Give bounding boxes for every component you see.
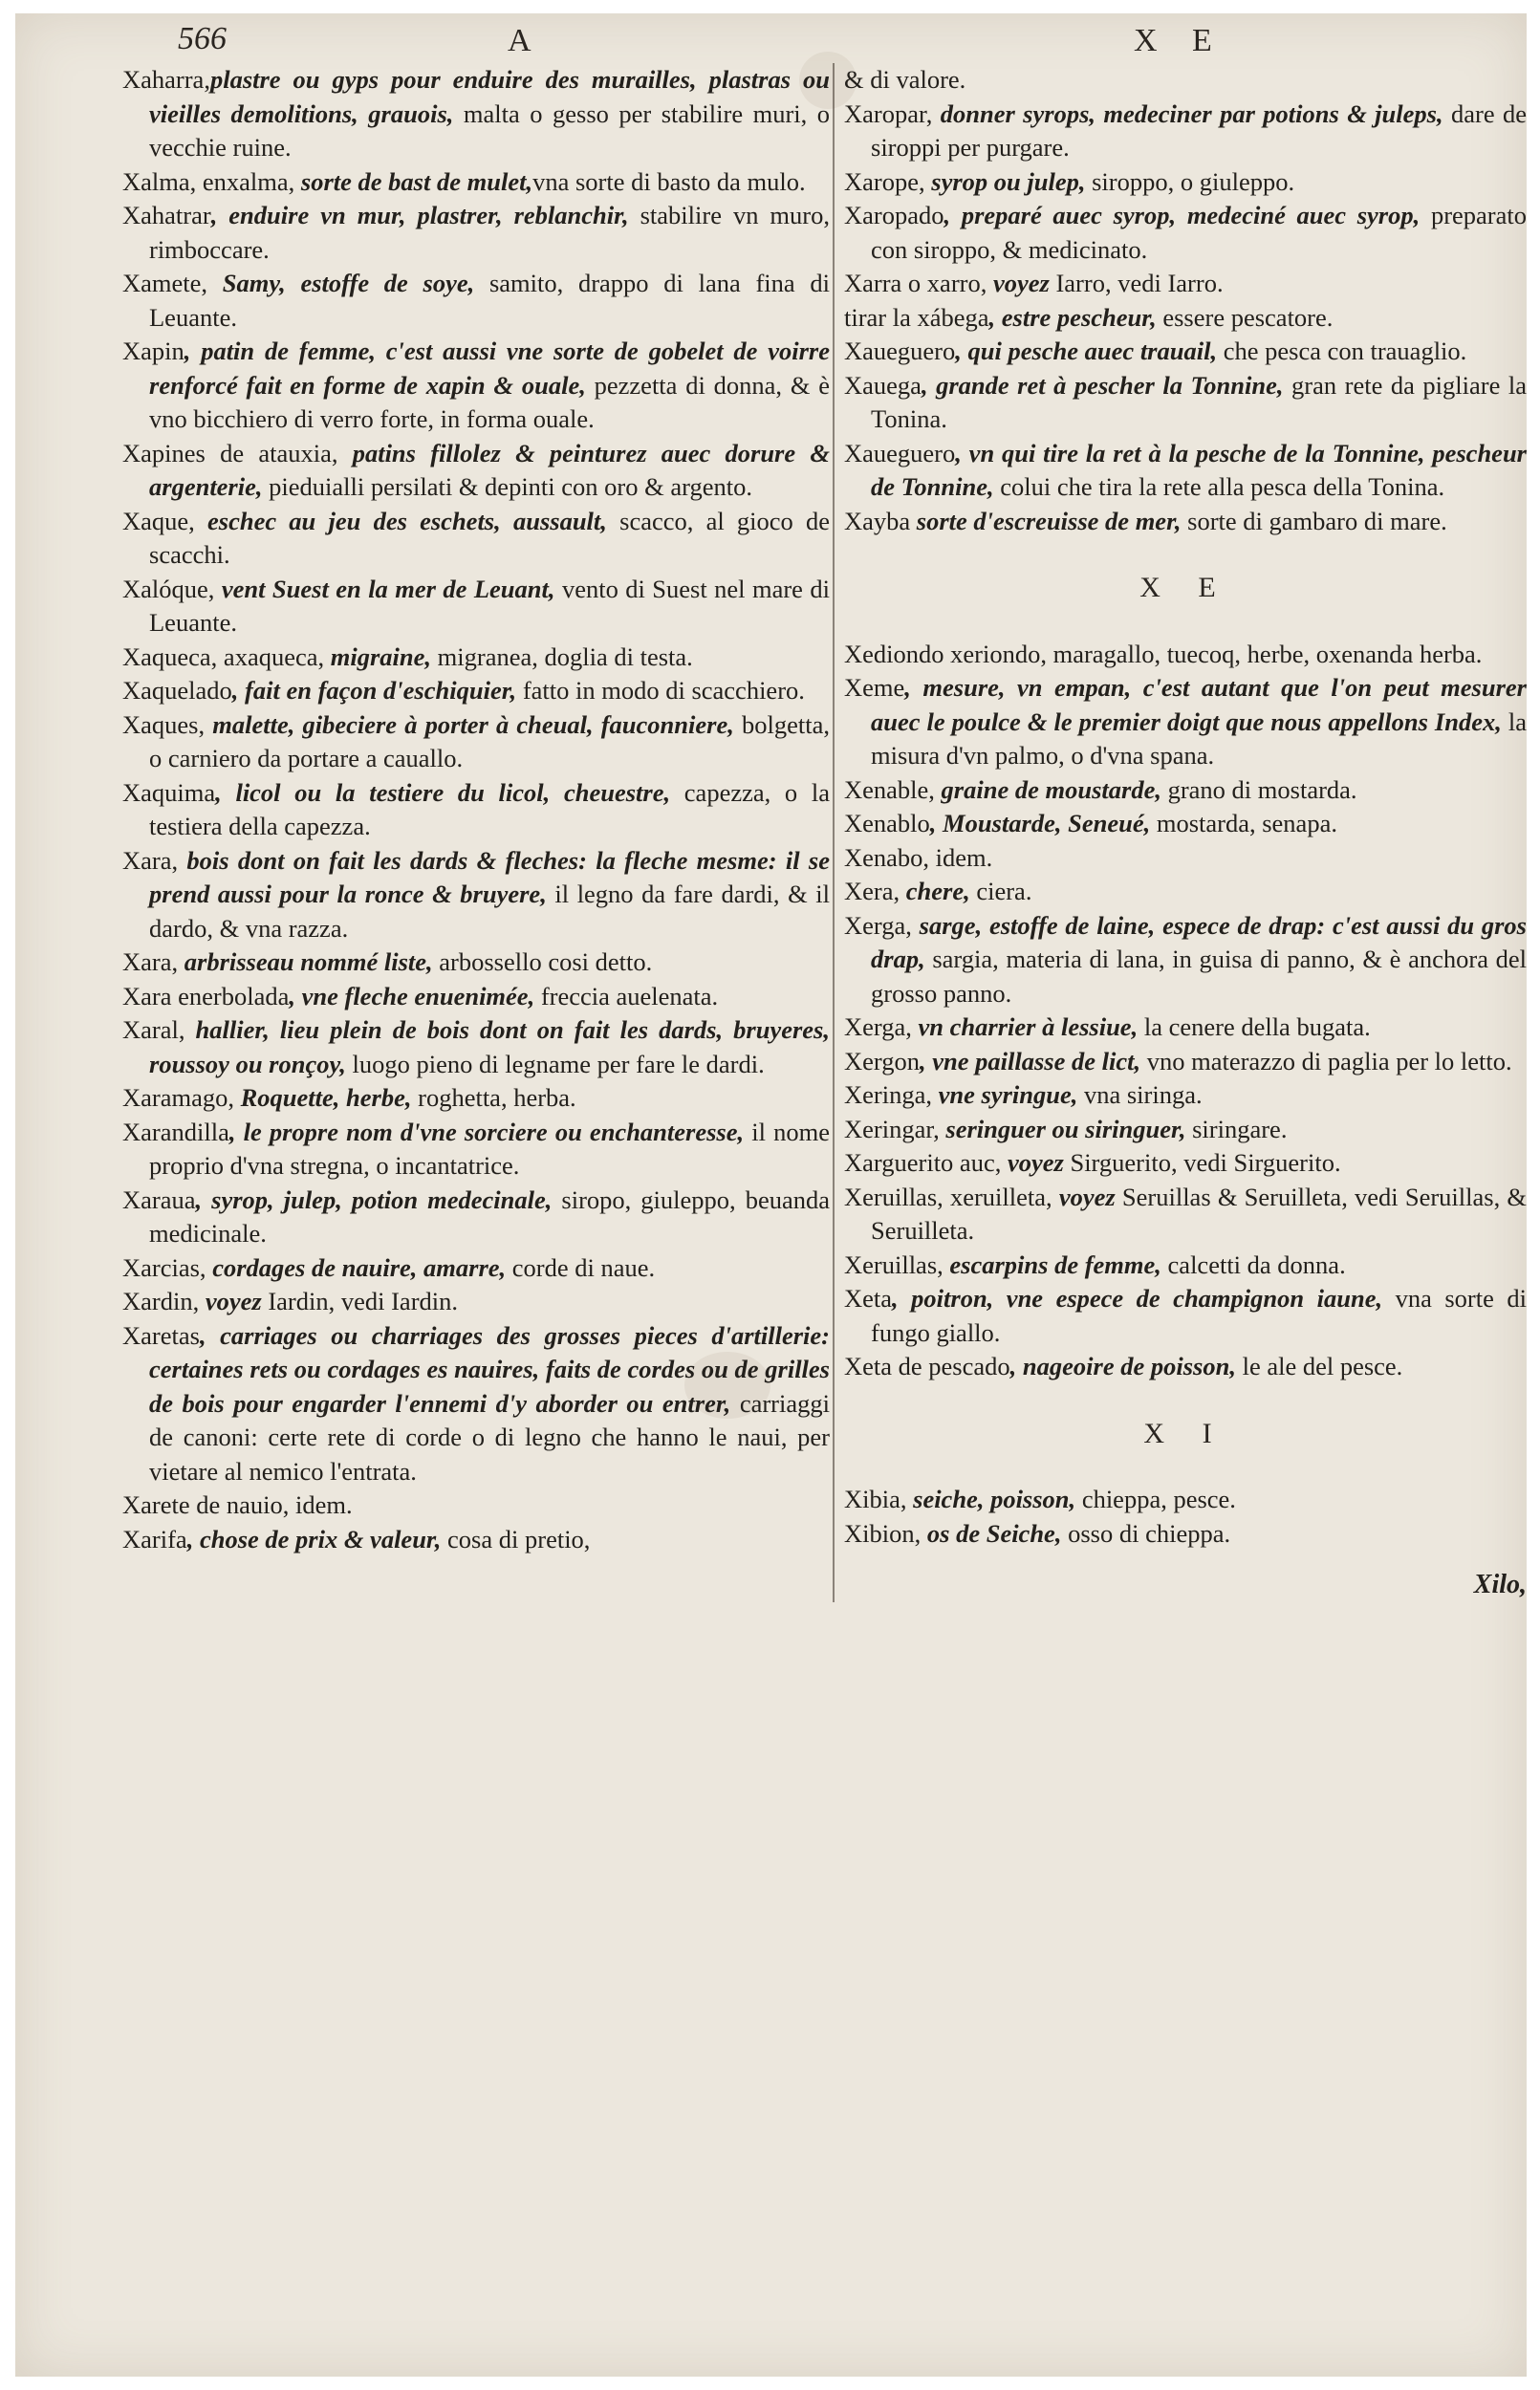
headword: Xera, (844, 877, 900, 905)
italian-gloss: samito, drappo di lana fina di Leuante. (149, 269, 830, 332)
italian-gloss: mostarda, senapa. (1150, 809, 1337, 837)
headword: Xergon (844, 1046, 920, 1076)
italian-gloss: cosa di pretio, (441, 1524, 591, 1554)
dictionary-entry (122, 1116, 830, 1184)
french-gloss: cordages de nauire, amarre, (206, 1252, 507, 1282)
dictionary-entry (122, 641, 830, 675)
italian-gloss: vento di Suest nel mare di Leuante. (149, 574, 830, 637)
section-heading-xi: X I (1143, 1417, 1227, 1449)
headword: Xarguerito auc, (844, 1148, 1002, 1177)
french-gloss: malette, gibeciere à porter à cheual, fauconniere, (205, 709, 734, 739)
italian-gloss: la cenere della bugata. (1138, 1012, 1371, 1041)
dictionary-page (15, 13, 1527, 2377)
headword: Xaharra, (122, 65, 210, 94)
italian-gloss: migranea, doglia di testa. (431, 641, 693, 671)
dictionary-entry (844, 437, 1527, 505)
dictionary-entry (122, 1013, 830, 1081)
french-gloss: donner syrops, medeciner par potions & juleps, (932, 98, 1443, 128)
dictionary-entry (844, 1146, 1527, 1181)
italian-gloss: Iardin, vedi Iardin. (261, 1287, 459, 1315)
french-gloss: graine de moustarde, (934, 774, 1161, 804)
french-gloss: os de Seiche, (921, 1518, 1062, 1548)
dictionary-entry (844, 875, 1527, 909)
dictionary-entry (844, 267, 1527, 301)
dictionary-entry (844, 1350, 1527, 1384)
headword: Xapin (122, 337, 184, 365)
dictionary-entry (122, 1251, 830, 1286)
dictionary-entry (844, 63, 1527, 98)
french-gloss: plastre ou gyps pour enduire des murailles, plastras ou vieilles demolitions, grauois, (149, 65, 830, 128)
french-gloss: , nageoire de poisson, (1009, 1352, 1236, 1380)
french-gloss: eschec au jeu des eschets, aussault, (194, 506, 607, 535)
french-gloss: vent Suest en la mer de Leuant, (214, 574, 555, 603)
dictionary-entry (844, 1181, 1527, 1249)
french-gloss: voyez (1001, 1148, 1064, 1177)
headword: Xaropado (844, 201, 944, 229)
french-gloss: , licol ou la testiere du licol, cheuestre, (215, 777, 671, 807)
french-gloss: sorte de bast de mulet, (294, 166, 533, 196)
headword: Xarandilla (122, 1117, 229, 1146)
headword: Xarifa (122, 1524, 187, 1554)
headword: Xediondo xeriondo, (844, 639, 1047, 668)
italian-gloss: gran rete da pigliare la Tonina. (871, 370, 1528, 433)
dictionary-entry (844, 909, 1527, 1011)
italian-gloss: freccia auelenata. (534, 981, 719, 1010)
french-gloss: hallier, lieu plein de bois dont on fait les dards, bruyeres, roussoy ou ronçoy, (149, 1015, 830, 1078)
headword: Xenablo (844, 809, 930, 837)
french-gloss: , enduire vn mur, plastrer, reblanchir, (210, 201, 629, 229)
headword: Xibion, (844, 1518, 922, 1548)
italian-gloss: grano di mostarda. (1160, 774, 1357, 804)
running-head (15, 19, 1527, 67)
italian-gloss: dare de siroppi per purgare. (871, 98, 1527, 162)
italian-gloss: vna siringa. (1077, 1080, 1203, 1109)
italian-gloss: Seruillas & Seruilleta, vedi Seruillas, & Seruilleta. (871, 1182, 1527, 1245)
headword: Xaueguero (844, 337, 956, 365)
headword: Xeruillas, xeruilleta, (844, 1182, 1052, 1211)
dictionary-entry (844, 807, 1527, 841)
headword: Xaquima (122, 777, 216, 807)
italian-gloss: malta o gesso per stabilire muri, o vecchie ruine. (149, 98, 831, 162)
french-gloss: syrop ou julep, (924, 166, 1086, 196)
headword: Xaropar, (844, 98, 933, 128)
italian-gloss: corde di naue. (506, 1252, 656, 1282)
italian-gloss: chieppa, pesce. (1075, 1485, 1236, 1513)
italian-gloss: roghetta, herba. (411, 1083, 576, 1112)
french-gloss: voyez (199, 1287, 262, 1315)
headword: Xarope, (844, 166, 925, 196)
french-gloss: seiche, poisson, (906, 1485, 1076, 1513)
headword: Xerga, (844, 910, 912, 940)
dictionary-entry (122, 505, 830, 573)
italian-gloss: la misura d'vn palmo, o d'vna spana. (871, 706, 1527, 770)
italian-gloss: il nome proprio d'vna stregna, o incantatrice. (149, 1117, 830, 1180)
italian-gloss: bolgetta, o carniero da portare a cauallo. (149, 709, 830, 772)
french-gloss: , qui pesche auec trauail, (955, 337, 1218, 365)
headword: Xibia, (844, 1485, 907, 1513)
italian-gloss: vna sorte di fungo giallo. (871, 1284, 1527, 1347)
italian-gloss: ciera. (969, 877, 1032, 905)
french-gloss: , vne paillasse de lict, (920, 1046, 1141, 1076)
headword: Xeta (844, 1284, 893, 1313)
headword: Xara enerbolada (122, 981, 290, 1010)
italian-gloss: osso di chieppa. (1061, 1518, 1231, 1548)
french-gloss: bois dont on fait les dards & fleches: la fleche mesme: il se prend aussi pour la ronce & bruyere, (149, 845, 830, 908)
headword: Xaueguero (844, 438, 956, 467)
headword: Xeringar, (844, 1114, 940, 1143)
headword: Xenable, (844, 774, 935, 804)
italian-gloss: stabilire vn muro, rimboccare. (149, 201, 830, 264)
headword: Xaquelado (122, 676, 232, 705)
french-gloss: chere, (900, 877, 970, 905)
dictionary-entry (844, 1483, 1527, 1517)
italian-gloss: colui che tira la rete alla pesca della Tonina. (993, 472, 1445, 501)
headword: Xeringa, (844, 1080, 932, 1109)
dictionary-entry (844, 1282, 1527, 1350)
dictionary-entry (844, 165, 1527, 200)
french-gloss: escarpins de femme, (943, 1249, 1161, 1279)
right-column-xe-entries (844, 638, 1527, 1384)
french-gloss: , carriages ou charriages des grosses pieces d'artillerie: certaines rets ou cordages es nauires, faits de cordes ou de grilles de bois pour engarder l'ennemi d'y aborder ou entrer, (149, 1320, 830, 1418)
french-gloss: patins fillolez & peinturez auec dorure & argenterie, (149, 438, 830, 501)
italian-gloss: il legno da fare dardi, & il dardo, & vna razza. (149, 880, 830, 943)
italian-gloss: siringare. (1185, 1114, 1288, 1143)
french-gloss: , fait en façon d'eschiquier, (231, 676, 517, 705)
headword: Xara, (122, 947, 179, 976)
italian-gloss: vno materazzo di paglia per lo letto. (1140, 1046, 1512, 1076)
catchword: Xilo, (1473, 1570, 1527, 1599)
right-column (833, 63, 1527, 1602)
french-gloss: seringuer ou siringuer, (939, 1114, 1186, 1143)
french-gloss: , poitron, vne espece de champignon iaune, (892, 1284, 1383, 1313)
dictionary-entry (122, 267, 830, 335)
dictionary-entry (122, 844, 830, 946)
dictionary-entry (844, 1078, 1527, 1113)
section-heading-xe: X E (1139, 572, 1231, 603)
italian-gloss: che pesca con trauaglio. (1217, 337, 1467, 365)
italian-gloss: calcetti da donna. (1160, 1249, 1346, 1279)
italian-gloss: sargia, materia di lana, in guisa di panno, & è anchora del grosso panno. (871, 945, 1527, 1008)
french-gloss: , grande ret à pescher la Tonnine, (921, 370, 1284, 400)
french-gloss: , vn qui tire la ret à la pesche de la Tonnine, pescheur de Tonnine, (871, 438, 1527, 501)
italian-gloss: carriaggi de canoni: certe rete di corde o di legno che hanno le naui, per vietare al nemico l'entrata. (149, 1388, 830, 1486)
dictionary-entry (844, 671, 1527, 773)
french-gloss: , estre pescheur, (988, 302, 1157, 332)
dictionary-entry (122, 1523, 830, 1557)
dictionary-entry (122, 1184, 830, 1251)
headword: & di valore. (844, 65, 966, 94)
dictionary-entry (844, 1517, 1527, 1552)
french-gloss: , syrop, julep, potion medecinale, (195, 1184, 553, 1214)
headword: Xarra o xarro, (844, 269, 987, 297)
headword: Xeta de pescado (844, 1352, 1010, 1380)
dictionary-entry (122, 335, 830, 437)
headword: Xaques, (122, 709, 206, 739)
dictionary-entry (844, 773, 1527, 808)
dictionary-entry (122, 165, 830, 200)
headword: Xardin, (122, 1287, 200, 1315)
dictionary-entry (122, 945, 830, 980)
right-column-xi-entries (844, 1483, 1527, 1551)
french-gloss: , le propre nom d'vne sorciere ou enchanteresse, (228, 1117, 745, 1146)
italian-gloss: pieduialli persilati & depinti con oro & argento. (262, 472, 752, 501)
italian-gloss: siroppo, o giuleppo. (1085, 166, 1295, 196)
italian-gloss: le ale del pesce. (1235, 1352, 1403, 1380)
italian-gloss: idem. (289, 1490, 353, 1519)
dictionary-entry (844, 1045, 1527, 1079)
french-gloss: sorte d'escreuisse de mer, (910, 506, 1182, 535)
headword: Xahatrar (122, 201, 211, 229)
headword: Xayba (844, 506, 911, 535)
head-left-letter: A (508, 23, 533, 58)
right-column-top-entries (844, 63, 1527, 538)
french-gloss: voyez (1052, 1182, 1116, 1211)
italian-gloss: arbossello cosi detto. (432, 947, 653, 976)
dictionary-entry (844, 841, 1527, 876)
dictionary-entry (844, 369, 1527, 437)
french-gloss: arbrisseau nommé liste, (178, 947, 433, 976)
dictionary-entry (122, 674, 830, 708)
french-gloss: , mesure, vn empan, c'est autant que l'on peut mesurer auec le poulce & le premier doigt que nous appellons Index, (871, 673, 1527, 736)
dictionary-entry (844, 301, 1527, 336)
french-gloss: Samy, estoffe de soye, (207, 269, 475, 297)
french-gloss: , preparé auec syrop, medeciné auec syrop, (944, 201, 1421, 229)
dictionary-entry (122, 1081, 830, 1116)
dictionary-entry (122, 573, 830, 641)
italian-gloss: pezzetta di donna, & è vno bicchiero di verro forte, in forma ouale. (149, 370, 830, 433)
left-column (122, 63, 830, 1556)
dictionary-entry (844, 505, 1527, 539)
italian-gloss: sorte di gambaro di mare. (1181, 506, 1447, 535)
headword: Xamete, (122, 269, 208, 297)
headword: Xaraua (122, 1184, 196, 1214)
dictionary-entry (122, 1285, 830, 1319)
italian-gloss: siropo, giuleppo, beuanda medicinale. (149, 1184, 830, 1248)
dictionary-entry (122, 776, 830, 844)
dictionary-entry (122, 1488, 830, 1523)
french-gloss: migraine, (324, 641, 432, 671)
italian-gloss: Sirguerito, vedi Sirguerito. (1063, 1148, 1341, 1177)
headword: Xerga, (844, 1012, 912, 1041)
headword: Xauega (844, 370, 922, 400)
dictionary-entry (844, 1113, 1527, 1147)
french-gloss: vn charrier à lessiue, (911, 1012, 1139, 1041)
headword: Xaretas (122, 1320, 200, 1350)
dictionary-entry (844, 199, 1527, 267)
headword: Xarete de nauio, (122, 1490, 290, 1519)
dictionary-entry (122, 63, 830, 165)
french-gloss: , chose de prix & valeur, (186, 1524, 442, 1554)
dictionary-entry (844, 638, 1527, 672)
headword: Xaqueca, axaqueca, (122, 641, 325, 671)
french-gloss: Roquette, herbe, (234, 1083, 412, 1112)
italian-gloss: maragallo, tuecoq, herbe, oxenanda herba. (1046, 639, 1483, 668)
dictionary-entry (122, 437, 830, 505)
italian-gloss: preparato con siroppo, & medicinato. (871, 201, 1527, 264)
dictionary-entry (844, 335, 1527, 369)
dictionary-entry (844, 1249, 1527, 1283)
italian-gloss: capezza, o la testiera della capezza. (149, 777, 830, 840)
page-number: 566 (178, 21, 227, 56)
headword: Xapines de atauxia, (122, 438, 338, 467)
headword: Xarcias, (122, 1252, 206, 1282)
headword: tirar la xábega (844, 302, 989, 332)
italian-gloss: scacco, al gioco de scacchi. (149, 506, 830, 569)
headword: Xalóque, (122, 574, 215, 603)
italian-gloss: fatto in modo di scacchiero. (516, 676, 805, 705)
french-gloss: , vne fleche enuenimée, (289, 981, 535, 1010)
headword: Xara, (122, 845, 179, 875)
headword: Xeme (844, 673, 905, 702)
head-right-letters: X E (1134, 23, 1225, 58)
headword: Xalma, enxalma, (122, 166, 295, 196)
dictionary-entry (122, 1319, 830, 1489)
headword: Xaral, (122, 1015, 185, 1044)
headword: Xeruillas, (844, 1249, 944, 1279)
french-gloss: , patin de femme, c'est aussi vne sorte de gobelet de voirre renforcé fait en forme de xapin & ouale, (149, 337, 830, 400)
italian-gloss: vna sorte di basto da mulo. (532, 166, 806, 196)
french-gloss: sarge, estoffe de laine, espece de drap: c'est aussi du gros drap, (871, 910, 1527, 973)
headword: Xaque, (122, 506, 195, 535)
dictionary-entry (844, 98, 1527, 165)
french-gloss: voyez (987, 269, 1050, 297)
dictionary-entry (122, 708, 830, 776)
french-gloss: vne syringue, (931, 1080, 1078, 1109)
headword: Xaramago, (122, 1083, 234, 1112)
italian-gloss: luogo pieno di legname per fare le dardi. (345, 1049, 765, 1078)
french-gloss: , Moustarde, Seneué, (929, 809, 1151, 837)
italian-gloss: essere pescatore. (1156, 302, 1334, 332)
italian-gloss: idem. (929, 842, 993, 872)
dictionary-entry (122, 199, 830, 267)
headword: Xenabo, (844, 842, 930, 872)
dictionary-entry (122, 980, 830, 1014)
dictionary-entry (844, 1010, 1527, 1045)
italian-gloss: Iarro, vedi Iarro. (1049, 269, 1224, 297)
